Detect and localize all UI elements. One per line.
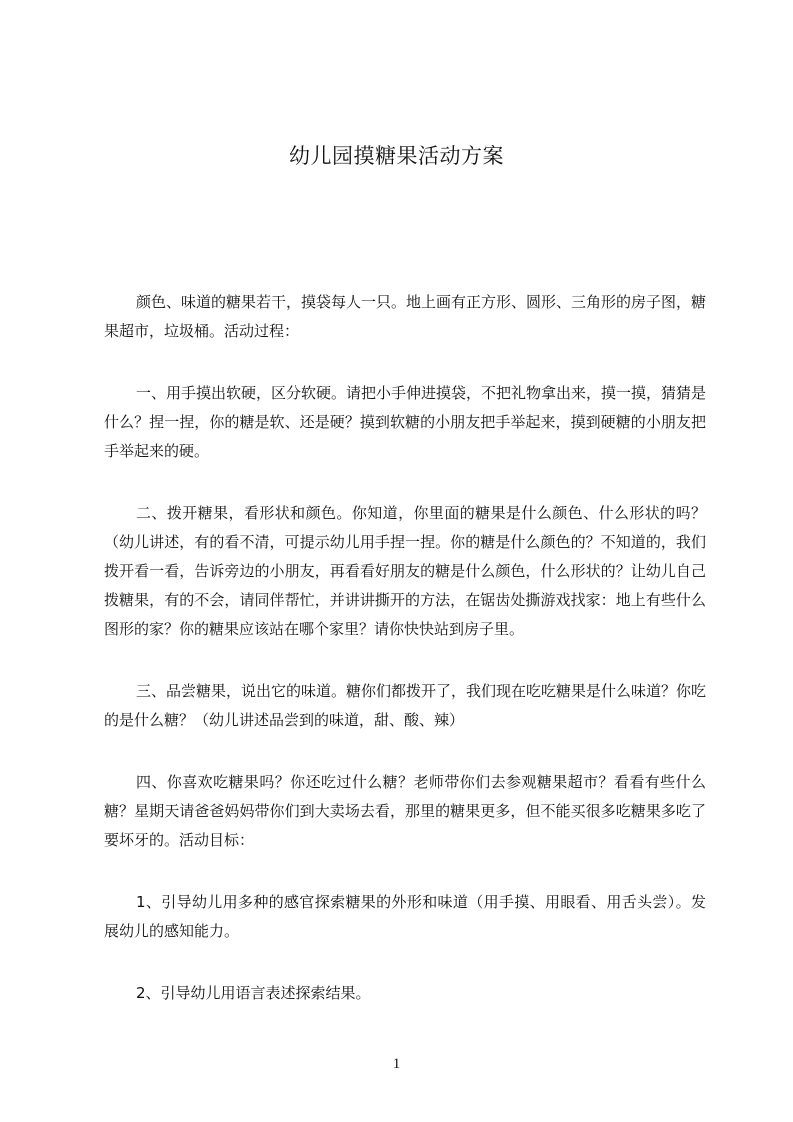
page-number: 1 — [392, 1056, 401, 1072]
paragraph-step-two: 二、拨开糖果，看形状和颜色。你知道，你里面的糖果是什么颜色、什么形状的吗？（幼儿讲述，有的看不清，可提示幼儿用手捏一捏。你的糖是什么颜色的？不知道的，我们拨开看一看，告诉旁边的小朋友，再看看好朋友的糖是什么颜色，什么形状的？让幼儿自己拨糖果，有的不会，请同伴帮忙，并讲讲撕开的方法，在锯齿处撕游戏找家：地上有些什么图形的家？你的糖果应该站在哪个家里？请你快快站到房子里。 — [104, 504, 706, 638]
paragraph-step-four: 四、你喜欢吃糖果吗？你还吃过什么糖？老师带你们去参观糖果超市？看看有些什么糖？星期天请爸爸妈妈带你们到大卖场去看，那里的糖果更多，但不能买很多吃糖果多吃了要坏牙的。活动目标： — [104, 773, 706, 849]
paragraph-goal-one: 1、引导幼儿用多种的感官探索糖果的外形和味道（用手摸、用眼看、用舌头尝）。发展幼儿的感知能力。 — [104, 893, 706, 940]
paragraph-step-one: 一、用手摸出软硬，区分软硬。请把小手伸进摸袋，不把礼物拿出来，摸一摸，猜猜是什么？捏一捏，你的糖是软、还是硬？摸到软糖的小朋友把手举起来，摸到硬糖的小朋友把手举起来的硬。 — [104, 384, 707, 460]
document-title: 幼儿园摸糖果活动方案 — [289, 144, 504, 168]
document-body — [104, 288, 706, 1041]
paragraph-materials: 颜色、味道的糖果若干，摸袋每人一只。地上画有正方形、圆形、三角形的房子图，糖果超市，垃圾桶。活动过程： — [104, 293, 707, 340]
paragraph-step-three: 三、品尝糖果，说出它的味道。糖你们都拨开了，我们现在吃吃糖果是什么味道？你吃的是什么糖？（幼儿讲述品尝到的味道，甜、酸、辣） — [104, 682, 707, 729]
paragraph-goal-two: 2、引导幼儿用语言表述探索结果。 — [136, 984, 371, 1002]
